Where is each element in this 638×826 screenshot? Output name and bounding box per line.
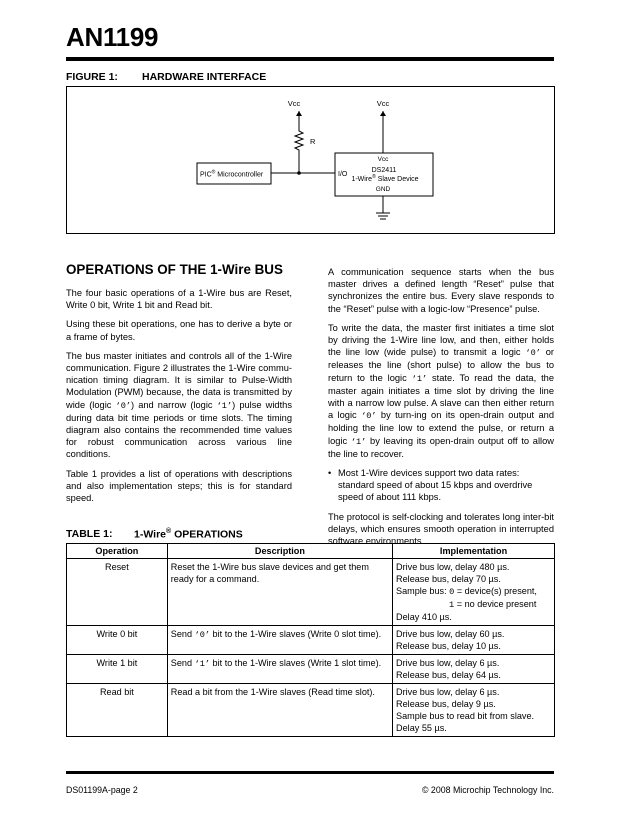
document-id: AN1199 [66, 22, 159, 52]
paragraph-5: A communication sequence starts when the bus master drives a defined length “Reset” pulse that synchronizes the entire bus. Every slave responds to the “Reset” pulse with a logic-low “Presence” pulse. [328, 267, 554, 314]
paragraph-1: The four basic operations of a 1-Wire bus are Reset, Write 0 bit, Write 1 bit and Read bit. [66, 288, 292, 311]
figure-label: FIGURE 1: [66, 71, 118, 83]
hardware-interface-diagram [67, 87, 556, 235]
table-label: TABLE 1: [66, 528, 113, 540]
hardware-interface-figure [66, 86, 555, 234]
vcc-right-label: Vcc [376, 99, 390, 108]
table-row [67, 684, 555, 737]
row-implementation: Drive bus low, delay 6 µs. Release bus, delay 9 µs. Sample bus to read bit from slave. Delay 55 µs. [393, 684, 555, 737]
slave-part-label: DS2411 [371, 167, 397, 174]
right-column [328, 266, 554, 554]
row-implementation: Drive bus low, delay 6 µs. Release bus, delay 64 µs. [393, 655, 555, 684]
bullet-item: • Most 1-Wire devices support two data rates: standard speed of about 15 kbps and overdrive speed of about 111 kbps. [328, 467, 554, 504]
operations-table [66, 543, 555, 737]
slave-vcc-label: Vcc [377, 156, 389, 163]
row-implementation: Drive bus low, delay 480 µs. Release bus, delay 70 µs. Sample bus: 0 = device(s) present, 1 = no device present Delay 410 µs. [393, 559, 555, 626]
paragraph-3: The bus master initiates and controls all of the 1-Wire communication. Figure 2 illustrates the 1-Wire commu-nication timing diagram. It is similar to Pulse-Width Modulation (PWM) because, the data is transmitted by wide (logic ‘0’) and narrow (logic ‘1’) pulse widths during data bit time periods or time slots. The timing diagram also contains the recommended time values for robust communication across various line conditions. [66, 350, 292, 460]
header-description: Description [167, 544, 392, 559]
footer-copyright: © 2008 Microchip Technology Inc. [422, 785, 554, 795]
header-rule [66, 57, 554, 61]
microcontroller-label: PIC® Microcontroller [200, 169, 264, 179]
io-pin-label: I/O [338, 171, 348, 178]
paragraph-6: To write the data, the master first initiates a time slot by driving the 1-Wire line low, and then, either holds the line low (wide pulse) to transmit a logic ‘0’ or releases the line (short pulse) to allow the bus to return to the logic ‘1’ state. To read the data, the master again initiates a time slot by driving the line with a narrow low pulse. A slave can then either return a logic ‘0’ by turn-ing on its open-drain output and holding the line low to extend the pulse, or return a logic ‘1’ by leaving its open-drain output off to allow the line to recover. [328, 322, 554, 459]
header-operation: Operation [67, 544, 168, 559]
row-operation: Write 1 bit [67, 655, 168, 684]
figure-title: HARDWARE INTERFACE [142, 71, 267, 83]
table-header-row [67, 544, 555, 559]
bullet-list [328, 467, 554, 504]
section-heading: OPERATIONS OF THE 1-Wire BUS [66, 262, 283, 277]
figure-caption [66, 71, 267, 83]
table-caption [66, 528, 243, 541]
row-description: Reset the 1-Wire bus slave devices and get them ready for a command. [167, 559, 392, 626]
row-description: Send ‘0’ bit to the 1-Wire slaves (Write 0 slot time). [167, 626, 392, 655]
header-implementation: Implementation [393, 544, 555, 559]
vcc-left-label: Vcc [287, 99, 301, 108]
junction-dot [297, 171, 301, 175]
row-operation: Reset [67, 559, 168, 626]
slave-gnd-label: GND [375, 186, 391, 193]
table-row [67, 655, 555, 684]
paragraph-4: Table 1 provides a list of operations with descriptions and also implementation steps; this is for standard speed. [66, 468, 292, 504]
left-column [66, 262, 292, 511]
footer-page-id: DS01199A-page 2 [66, 785, 138, 795]
table-row [67, 626, 555, 655]
vcc-right-arrow [380, 111, 386, 153]
row-operation: Read bit [67, 684, 168, 737]
row-description: Read a bit from the 1-Wire slaves (Read time slot). [167, 684, 392, 737]
row-implementation: Drive bus low, delay 60 µs. Release bus, delay 10 µs. [393, 626, 555, 655]
paragraph-2: Using these bit operations, one has to derive a byte or a frame of bytes. [66, 319, 292, 342]
resistor-label: R [310, 137, 316, 146]
vcc-left-arrow [296, 111, 302, 123]
table-title: 1-Wire® OPERATIONS [134, 528, 243, 541]
footer-rule [66, 771, 554, 774]
ground-symbol [376, 196, 390, 219]
resistor-symbol [295, 123, 303, 173]
paragraph-7: The protocol is self-clocking and tolerates long inter-bit delays, which ensures smooth operation in interrupted software environments. [328, 511, 554, 547]
table-row [67, 559, 555, 626]
slave-device-label: 1-Wire® Slave Device [351, 174, 419, 183]
row-operation: Write 0 bit [67, 626, 168, 655]
row-description: Send ‘1’ bit to the 1-Wire slaves (Write 1 slot time). [167, 655, 392, 684]
